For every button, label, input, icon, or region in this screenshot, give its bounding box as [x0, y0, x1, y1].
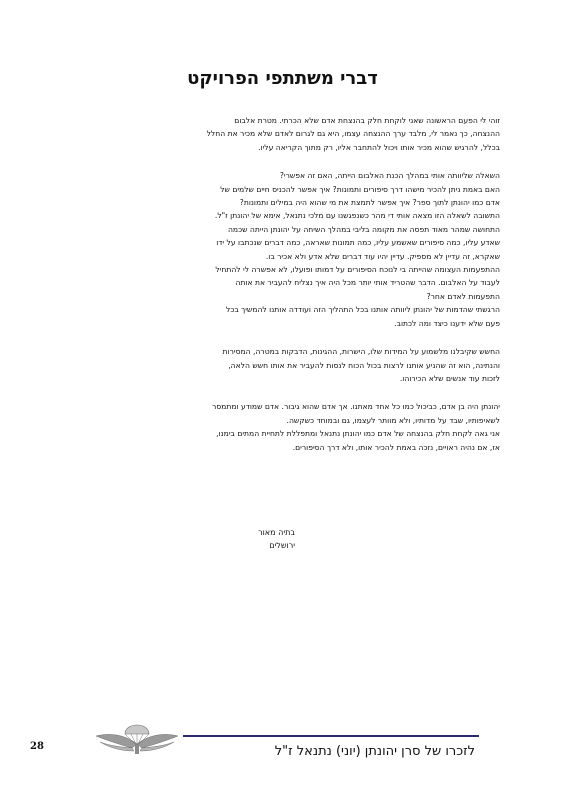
text-line: אני גאה לקחת חלק בהנצחה של אדם כמו יהונתן נתנאל ומתפללת לתחיית המתים בימנו,	[216, 429, 500, 439]
text-line: אז, אם נהיה ראויים, נזכה באמת להכיר אותו, ולא דרך הסיפורים.	[292, 442, 500, 452]
paragraph-4	[68, 400, 500, 454]
text-line: שאדע עליו, כמה סיפורים שאשמע עליו, כמה תמונות שאראה, כמה דברים שנכתבו על ידו	[216, 238, 500, 248]
text-line: ההתפעמות העצומה שהייתה בי לנוכח הסיפורים על דמותו ופועלו, לא אפשרה לי להתחיל	[215, 265, 500, 275]
paratrooper-wings-icon	[92, 714, 182, 764]
text-line: שאקרא, זה עדיין לא מספיק. עדיין יהיו עוד דברים שלא אדע ולא אכיר בו.	[265, 251, 500, 261]
body-text	[68, 114, 500, 469]
text-line: האם באמת ניתן להכיר מישהו דרך סיפורים ותמונות? איך אפשר להכניס חיים שלמים של	[220, 184, 500, 194]
text-line: התחושה שמהר מאוד תפסה את מקומה בליבי במהלך השיחה על יהונתן הייתה שכמה	[227, 224, 500, 234]
text-line: התשובה לשאלה הזו מצאה אותי די מהר כשנפגשנו עם מלכי נתנאל, אימא של יהונתן ז"ל.	[214, 211, 500, 221]
text-line: והנתינה, הוא זה שהניע אותנו לרצות בכול הכוח לנסות להעביר את אותו חשש הלאה,	[228, 360, 500, 370]
text-line: התפעמות לאדם אחר?	[426, 291, 500, 301]
text-line: הרגשתי שהדמות של יהונתן ליוותה אותנו בכל התהליך הזה ועודדה אותנו להמשיך בכל	[226, 305, 500, 315]
text-line: החשש שקיבלנו מלשמוע על המידות שלו, הישרות, ההגינות, הדבקות במטרה, המסירות	[222, 347, 500, 357]
text-line: לזכות עוד אנשים שלא הכירוהו.	[399, 373, 500, 383]
footer-divider	[183, 735, 479, 737]
signature-name: בתיה מאור	[258, 528, 295, 537]
text-line: ההנצחה, כך נאמר לי, מלבד ערך ההנצחה עצמו, היא גם לגרום לאדם שלא מכיר את החלל	[206, 129, 500, 139]
text-line: פעם שלא ידענו כיצד ומה לכתוב.	[394, 318, 500, 328]
paragraph-3	[68, 345, 500, 385]
text-line: זוהי לי הפעם הראשונה שאני לוקחת חלק בהנצחת אדם שלא הכרתי. מטרת אלבום	[234, 116, 500, 125]
footer-dedication: לזכרו של סרן יהונתן (יוני) נתנאל ז"ל	[274, 744, 475, 759]
text-line: יהונתן היה בן אדם, כביכול כמו כל אחד מאתנו. אך אדם שהוא גיבור. אדם שמודע ומתמסר	[211, 402, 500, 412]
text-line: לעבוד על האלבום. הדבר שהטריד אותי יותר מכל היה איך נצליח להעביר את אותה	[235, 278, 500, 288]
text-line: אדם כמו יהונתן לתוך ספר? איך אפשר לתמצת את מי שהוא היה במילים ותמונות?	[239, 198, 500, 208]
paragraph-2	[68, 169, 500, 330]
page-number: 28	[30, 741, 44, 752]
page-title: דברי משתתפי הפרויקט	[187, 68, 378, 89]
signature-city: ירושלים	[269, 541, 295, 550]
paragraph-1	[68, 114, 500, 154]
text-line: בכלל, להרגיש שהוא מכיר אותו ויכול להתחבר אליו, רק מתוך הקריאה עליו.	[258, 142, 500, 152]
signature-block	[0, 526, 565, 552]
text-line: השאלה שליוותה אותי במהלך הכנת האלבום הייתה, האם זה אפשרי?	[279, 171, 500, 181]
text-line: לשאיפותיו, שבד על מדותיו, ולא מוותר לעצמו, גם ובמוחד כשקשה.	[286, 415, 500, 425]
